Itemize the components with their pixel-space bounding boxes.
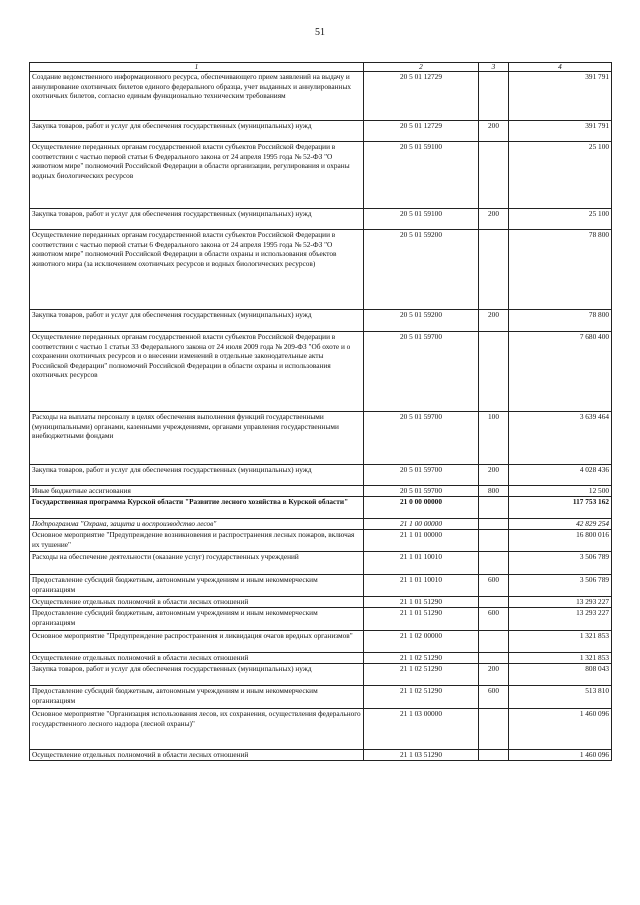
table-row <box>30 597 612 608</box>
expense-type-code: 800 <box>479 486 509 497</box>
page-number: 51 <box>315 27 325 38</box>
expense-type-code: 200 <box>479 664 509 686</box>
table-row <box>30 497 612 519</box>
table-row <box>30 412 612 465</box>
target-code: 20 5 01 59200 <box>364 310 479 332</box>
amount: 513 810 <box>509 686 612 709</box>
expense-name: Иные бюджетные ассигнования <box>30 486 364 497</box>
expense-name: Подпрограмма "Охрана, защита и воспроизводство лесов" <box>30 519 364 530</box>
expense-name: Закупка товаров, работ и услуг для обеспечения государственных (муниципальных) нужд <box>30 465 364 486</box>
expense-type-code: 100 <box>479 412 509 465</box>
expense-name: Осуществление переданных органам государственной власти субъектов Российской Федерации в соответствии с частью первой статьи 6 Федерального закона от 24 апреля 1995 года № 52-ФЗ "О животном мире" полномочий Российской Федерации в области охраны и использования объектов животного мира (за исключением охотничьих ресурсов и водных биологических ресурсов) <box>30 230 364 310</box>
target-code: 21 0 00 00000 <box>364 497 479 519</box>
expense-type-code <box>479 750 509 761</box>
table-row <box>30 465 612 486</box>
table-row <box>30 608 612 631</box>
expense-name: Осуществление отдельных полномочий в области лесных отношений <box>30 597 364 608</box>
table-row <box>30 750 612 761</box>
expense-name: Расходы на обеспечение деятельности (оказание услуг) государственных учреждений <box>30 552 364 575</box>
expense-type-code: 200 <box>479 209 509 230</box>
target-code: 21 1 00 00000 <box>364 519 479 530</box>
expense-name: Создание ведомственного информационного ресурса, обеспечивающего прием заявлений на выдачу и аннулирование охотничьих билетов единого федерального образца, учет выданных и аннулированных охотничьих билетов, согласно единым функционально техническим требованиям <box>30 72 364 121</box>
expense-name: Предоставление субсидий бюджетным, автономным учреждениям и иным некоммерческим организациям <box>30 575 364 597</box>
table-row <box>30 230 612 310</box>
target-code: 20 5 01 59700 <box>364 465 479 486</box>
amount: 1 460 096 <box>509 709 612 750</box>
target-code: 21 1 01 51290 <box>364 608 479 631</box>
expense-type-code <box>479 530 509 552</box>
target-code: 20 5 01 59700 <box>364 486 479 497</box>
header-col-1: 1 <box>30 63 364 72</box>
table-row <box>30 664 612 686</box>
target-code: 21 1 03 51290 <box>364 750 479 761</box>
target-code: 20 5 01 12729 <box>364 72 479 121</box>
expense-name: Осуществление переданных органам государственной власти субъектов Российской Федерации в соответствии с частью первой статьи 6 Федерального закона от 24 апреля 1995 года № 52-ФЗ "О животном мире" полномочий Российской Федерации в области организации, регулирования и охраны водных биологических ресурсов <box>30 142 364 209</box>
target-code: 20 5 01 59200 <box>364 230 479 310</box>
expense-type-code <box>479 519 509 530</box>
amount: 3 506 789 <box>509 575 612 597</box>
table-row <box>30 486 612 497</box>
target-code: 20 5 01 59700 <box>364 332 479 412</box>
amount: 1 321 853 <box>509 631 612 653</box>
table-row <box>30 709 612 750</box>
table-row <box>30 575 612 597</box>
expense-name: Предоставление субсидий бюджетным, автономным учреждениям и иным некоммерческим организациям <box>30 608 364 631</box>
amount: 808 043 <box>509 664 612 686</box>
amount: 78 800 <box>509 310 612 332</box>
table-row <box>30 686 612 709</box>
table-row <box>30 552 612 575</box>
amount: 1 321 853 <box>509 653 612 664</box>
amount: 25 100 <box>509 142 612 209</box>
table-row <box>30 519 612 530</box>
target-code: 20 5 01 59100 <box>364 209 479 230</box>
amount: 391 791 <box>509 72 612 121</box>
table-header-row <box>30 63 612 72</box>
header-col-4: 4 <box>509 63 612 72</box>
expense-type-code: 200 <box>479 465 509 486</box>
expense-type-code: 600 <box>479 686 509 709</box>
expense-name: Осуществление отдельных полномочий в области лесных отношений <box>30 750 364 761</box>
table-row <box>30 653 612 664</box>
amount: 13 293 227 <box>509 597 612 608</box>
table-row <box>30 332 612 412</box>
expense-type-code: 600 <box>479 608 509 631</box>
amount: 117 753 162 <box>509 497 612 519</box>
table-row <box>30 530 612 552</box>
expense-name: Расходы на выплаты персоналу в целях обеспечения выполнения функций государственными (муниципальными) органами, казенными учреждениями, органами управления государственными внебюджетными фондами <box>30 412 364 465</box>
table-row <box>30 142 612 209</box>
expense-name: Основное мероприятие "Предупреждение возникновения и распространения лесных пожаров, включая их тушение" <box>30 530 364 552</box>
budget-table <box>29 62 612 761</box>
expense-type-code <box>479 631 509 653</box>
amount: 16 800 016 <box>509 530 612 552</box>
amount: 25 100 <box>509 209 612 230</box>
target-code: 21 1 01 00000 <box>364 530 479 552</box>
expense-type-code <box>479 142 509 209</box>
expense-name: Основное мероприятие "Предупреждение распространения и ликвидация очагов вредных организмов" <box>30 631 364 653</box>
amount: 1 460 096 <box>509 750 612 761</box>
expense-name: Закупка товаров, работ и услуг для обеспечения государственных (муниципальных) нужд <box>30 209 364 230</box>
target-code: 20 5 01 59100 <box>364 142 479 209</box>
expense-name: Закупка товаров, работ и услуг для обеспечения государственных (муниципальных) нужд <box>30 310 364 332</box>
table-row <box>30 631 612 653</box>
expense-type-code: 200 <box>479 121 509 142</box>
expense-type-code <box>479 653 509 664</box>
expense-type-code <box>479 72 509 121</box>
expense-type-code <box>479 497 509 519</box>
expense-type-code <box>479 597 509 608</box>
target-code: 21 1 02 51290 <box>364 686 479 709</box>
amount: 12 500 <box>509 486 612 497</box>
amount: 3 506 789 <box>509 552 612 575</box>
target-code: 21 1 02 51290 <box>364 653 479 664</box>
expense-type-code <box>479 230 509 310</box>
expense-type-code <box>479 709 509 750</box>
target-code: 21 1 01 10010 <box>364 552 479 575</box>
amount: 42 829 254 <box>509 519 612 530</box>
expense-name: Осуществление отдельных полномочий в области лесных отношений <box>30 653 364 664</box>
header-col-2: 2 <box>364 63 479 72</box>
expense-type-code <box>479 332 509 412</box>
amount: 78 800 <box>509 230 612 310</box>
expense-name: Закупка товаров, работ и услуг для обеспечения государственных (муниципальных) нужд <box>30 121 364 142</box>
table-row <box>30 209 612 230</box>
table-row <box>30 121 612 142</box>
expense-type-code: 600 <box>479 575 509 597</box>
expense-name: Осуществление переданных органам государственной власти субъектов Российской Федерации в соответствии с частью 1 статьи 33 Федерального закона от 24 июля 2009 года № 209-ФЗ "Об охоте и о сохранении охотничьих ресурсов и о внесении изменений в отдельные законодательные акты Российской Федерации" полномочий Российской Федерации в области охраны и использования охотничьих ресурсов <box>30 332 364 412</box>
target-code: 21 1 03 00000 <box>364 709 479 750</box>
header-col-3: 3 <box>479 63 509 72</box>
amount: 4 028 436 <box>509 465 612 486</box>
expense-name: Основное мероприятие "Организация использования лесов, их сохранения, осуществления федерального государственного лесного надзора (лесной охраны)" <box>30 709 364 750</box>
target-code: 20 5 01 59700 <box>364 412 479 465</box>
table-body <box>30 72 612 761</box>
target-code: 21 1 02 00000 <box>364 631 479 653</box>
expense-type-code <box>479 552 509 575</box>
amount: 13 293 227 <box>509 608 612 631</box>
table-row <box>30 310 612 332</box>
expense-name: Предоставление субсидий бюджетным, автономным учреждениям и иным некоммерческим организациям <box>30 686 364 709</box>
target-code: 21 1 01 51290 <box>364 597 479 608</box>
table-row <box>30 72 612 121</box>
target-code: 20 5 01 12729 <box>364 121 479 142</box>
amount: 3 639 464 <box>509 412 612 465</box>
expense-name: Закупка товаров, работ и услуг для обеспечения государственных (муниципальных) нужд <box>30 664 364 686</box>
amount: 7 680 400 <box>509 332 612 412</box>
expense-type-code: 200 <box>479 310 509 332</box>
amount: 391 791 <box>509 121 612 142</box>
target-code: 21 1 02 51290 <box>364 664 479 686</box>
expense-name: Государственная программа Курской области "Развитие лесного хозяйства в Курской области" <box>30 497 364 519</box>
target-code: 21 1 01 10010 <box>364 575 479 597</box>
